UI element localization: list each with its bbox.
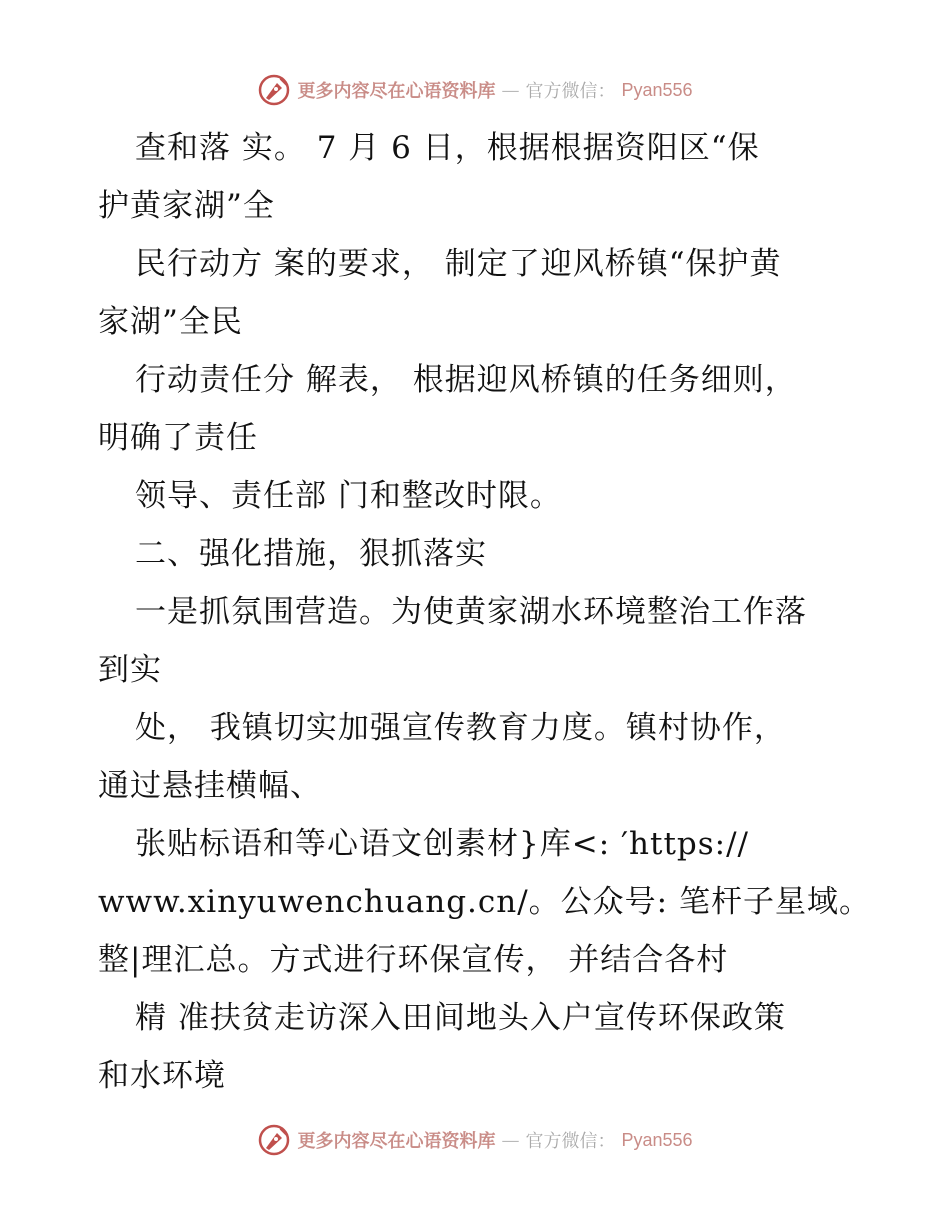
text-line-1: 查和落 实。 7 月 6 日，根据根据资阳区“保 bbox=[135, 130, 760, 166]
text-line-12: 通过悬挂横幅、 bbox=[98, 768, 322, 804]
text-line-9: 一是抓氛围营造。为使黄家湖水环境整治工作落 bbox=[135, 594, 807, 630]
pen-nib-logo-icon bbox=[257, 73, 291, 107]
banner-contact-label: 官方微信： bbox=[525, 1131, 616, 1152]
text-line-7: 领导、责任部 门和整改时限。 bbox=[135, 478, 562, 514]
banner-contact-id: Pyan556 bbox=[621, 1129, 693, 1150]
banner-contact-label: 官方微信： bbox=[525, 81, 616, 102]
header-banner bbox=[0, 70, 950, 110]
text-line-2: 护黄家湖”全 bbox=[98, 188, 275, 224]
text-line-13: 张贴标语和等心语文创素材}库<: ′https:// bbox=[135, 826, 749, 862]
banner-text: 更多内容尽在心语资料库 bbox=[297, 81, 496, 102]
text-line-10: 到实 bbox=[98, 652, 162, 688]
text-line-6: 明确了责任 bbox=[98, 420, 258, 456]
text-line-15: 整|理汇总。方式进行环保宣传， 并结合各村 bbox=[98, 942, 729, 978]
banner-separator: — bbox=[501, 79, 520, 101]
text-line-5: 行动责任分 解表， 根据迎风桥镇的任务细则， bbox=[135, 362, 797, 398]
text-line-14: www.xinyuwenchuang.cn/。公众号: 笔杆子星域。 bbox=[98, 884, 871, 920]
banner-contact-id: Pyan556 bbox=[621, 79, 693, 100]
banner-text: 更多内容尽在心语资料库 bbox=[297, 1131, 496, 1152]
text-line-3: 民行动方 案的要求， 制定了迎风桥镇“保护黄 bbox=[135, 246, 782, 282]
text-line-4: 家湖”全民 bbox=[98, 304, 243, 340]
text-line-11: 处， 我镇切实加强宣传教育力度。镇村协作， bbox=[135, 710, 786, 746]
pen-nib-logo-icon bbox=[257, 1123, 291, 1157]
banner-separator: — bbox=[501, 1129, 520, 1151]
text-line-17: 和水环境 bbox=[98, 1058, 226, 1094]
section-heading: 二、强化措施，狠抓落实 bbox=[135, 536, 487, 572]
text-line-16: 精 准扶贫走访深入田间地头入户宣传环保政策 bbox=[135, 1000, 786, 1036]
footer-banner bbox=[0, 1120, 950, 1160]
